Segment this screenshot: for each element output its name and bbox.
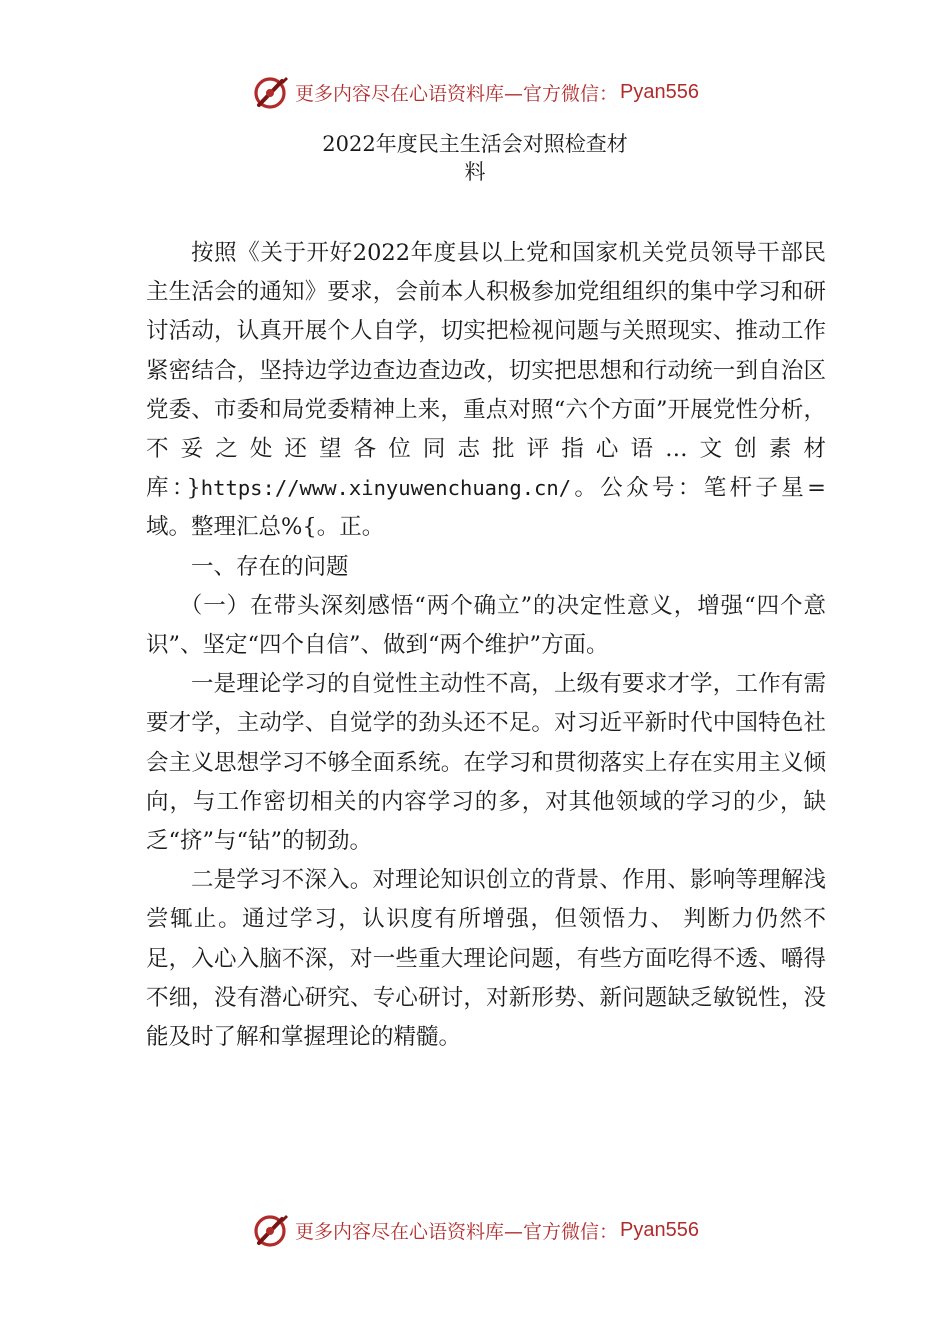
brush-pen-logo-icon [251,72,291,112]
subsection-heading-1: （一）在带头深刻感悟“两个确立”的决定性意义，增强“四个意识”、坚定“四个自信”、做到“两个维护”方面。 [146,592,826,659]
document-body [146,234,826,1057]
banner-text: 更多内容尽在心语资料库—官方微信： [295,1220,619,1243]
header-banner [0,72,950,112]
point-paragraph-1: 一是理论学习的自觉性主动性不高，上级有要求才学，工作有需要才学，主动学、自觉学的劲头还不足。对习近平新时代中国特色社会主义思想学习不够全面系统。在学习和贯彻落实上存在实用主义倾向，与工作密切相关的内容学习的多，对其他领域的学习的少，缺乏“挤”与“钻”的韧劲。 [146,671,826,855]
point-paragraph-2: 二是学习不深入。对理论知识创立的背景、作用、影响等理解浅尝辄止。通过学习，认识度有所增强，但领悟力、 判断力仍然不足，入心入脑不深，对一些重大理论问题，有些方面吃得不透、嚼得不细，没有潜心研究、专心研讨，对新形势、新问题缺乏敏锐性，没能及时了解和掌握理论的精髓。 [146,867,826,1051]
banner-wechat-id: Pyan556 [620,1218,699,1241]
title-line-1: 2022年度民主生活会对照检查材 [322,132,628,156]
intro-paragraph [146,234,826,548]
document-title [0,130,950,186]
banner-wechat-id: Pyan556 [620,80,699,103]
website-link[interactable]: https://www.xinyuwenchuang.cn/ [200,476,572,501]
intro-tail: 。公众号：笔杆子星=域。整理汇总%{。正。 [146,475,826,541]
title-line-2: 料 [464,160,486,184]
footer-banner [0,1210,950,1250]
section-heading-problems: 一、存在的问题 [191,553,349,580]
intro-text: 按照《关于开好2022年度县以上党和国家机关党员领导干部民主生活会的通知》要求，会前本人积极参加党组组织的集中学习和研讨活动，认真开展个人自学，切实把检视问题与关照现实、推动工作紧密结合，坚持边学边查边查边改，切实把思想和行动统一到自治区党委、市委和局党委精神上来，重点对照“六个方面”开展党性分析，不妥之处还望各位同志批评指心语…文创素材库：} [146,240,826,502]
banner-text: 更多内容尽在心语资料库—官方微信： [295,82,619,105]
brush-pen-logo-icon [251,1210,291,1250]
